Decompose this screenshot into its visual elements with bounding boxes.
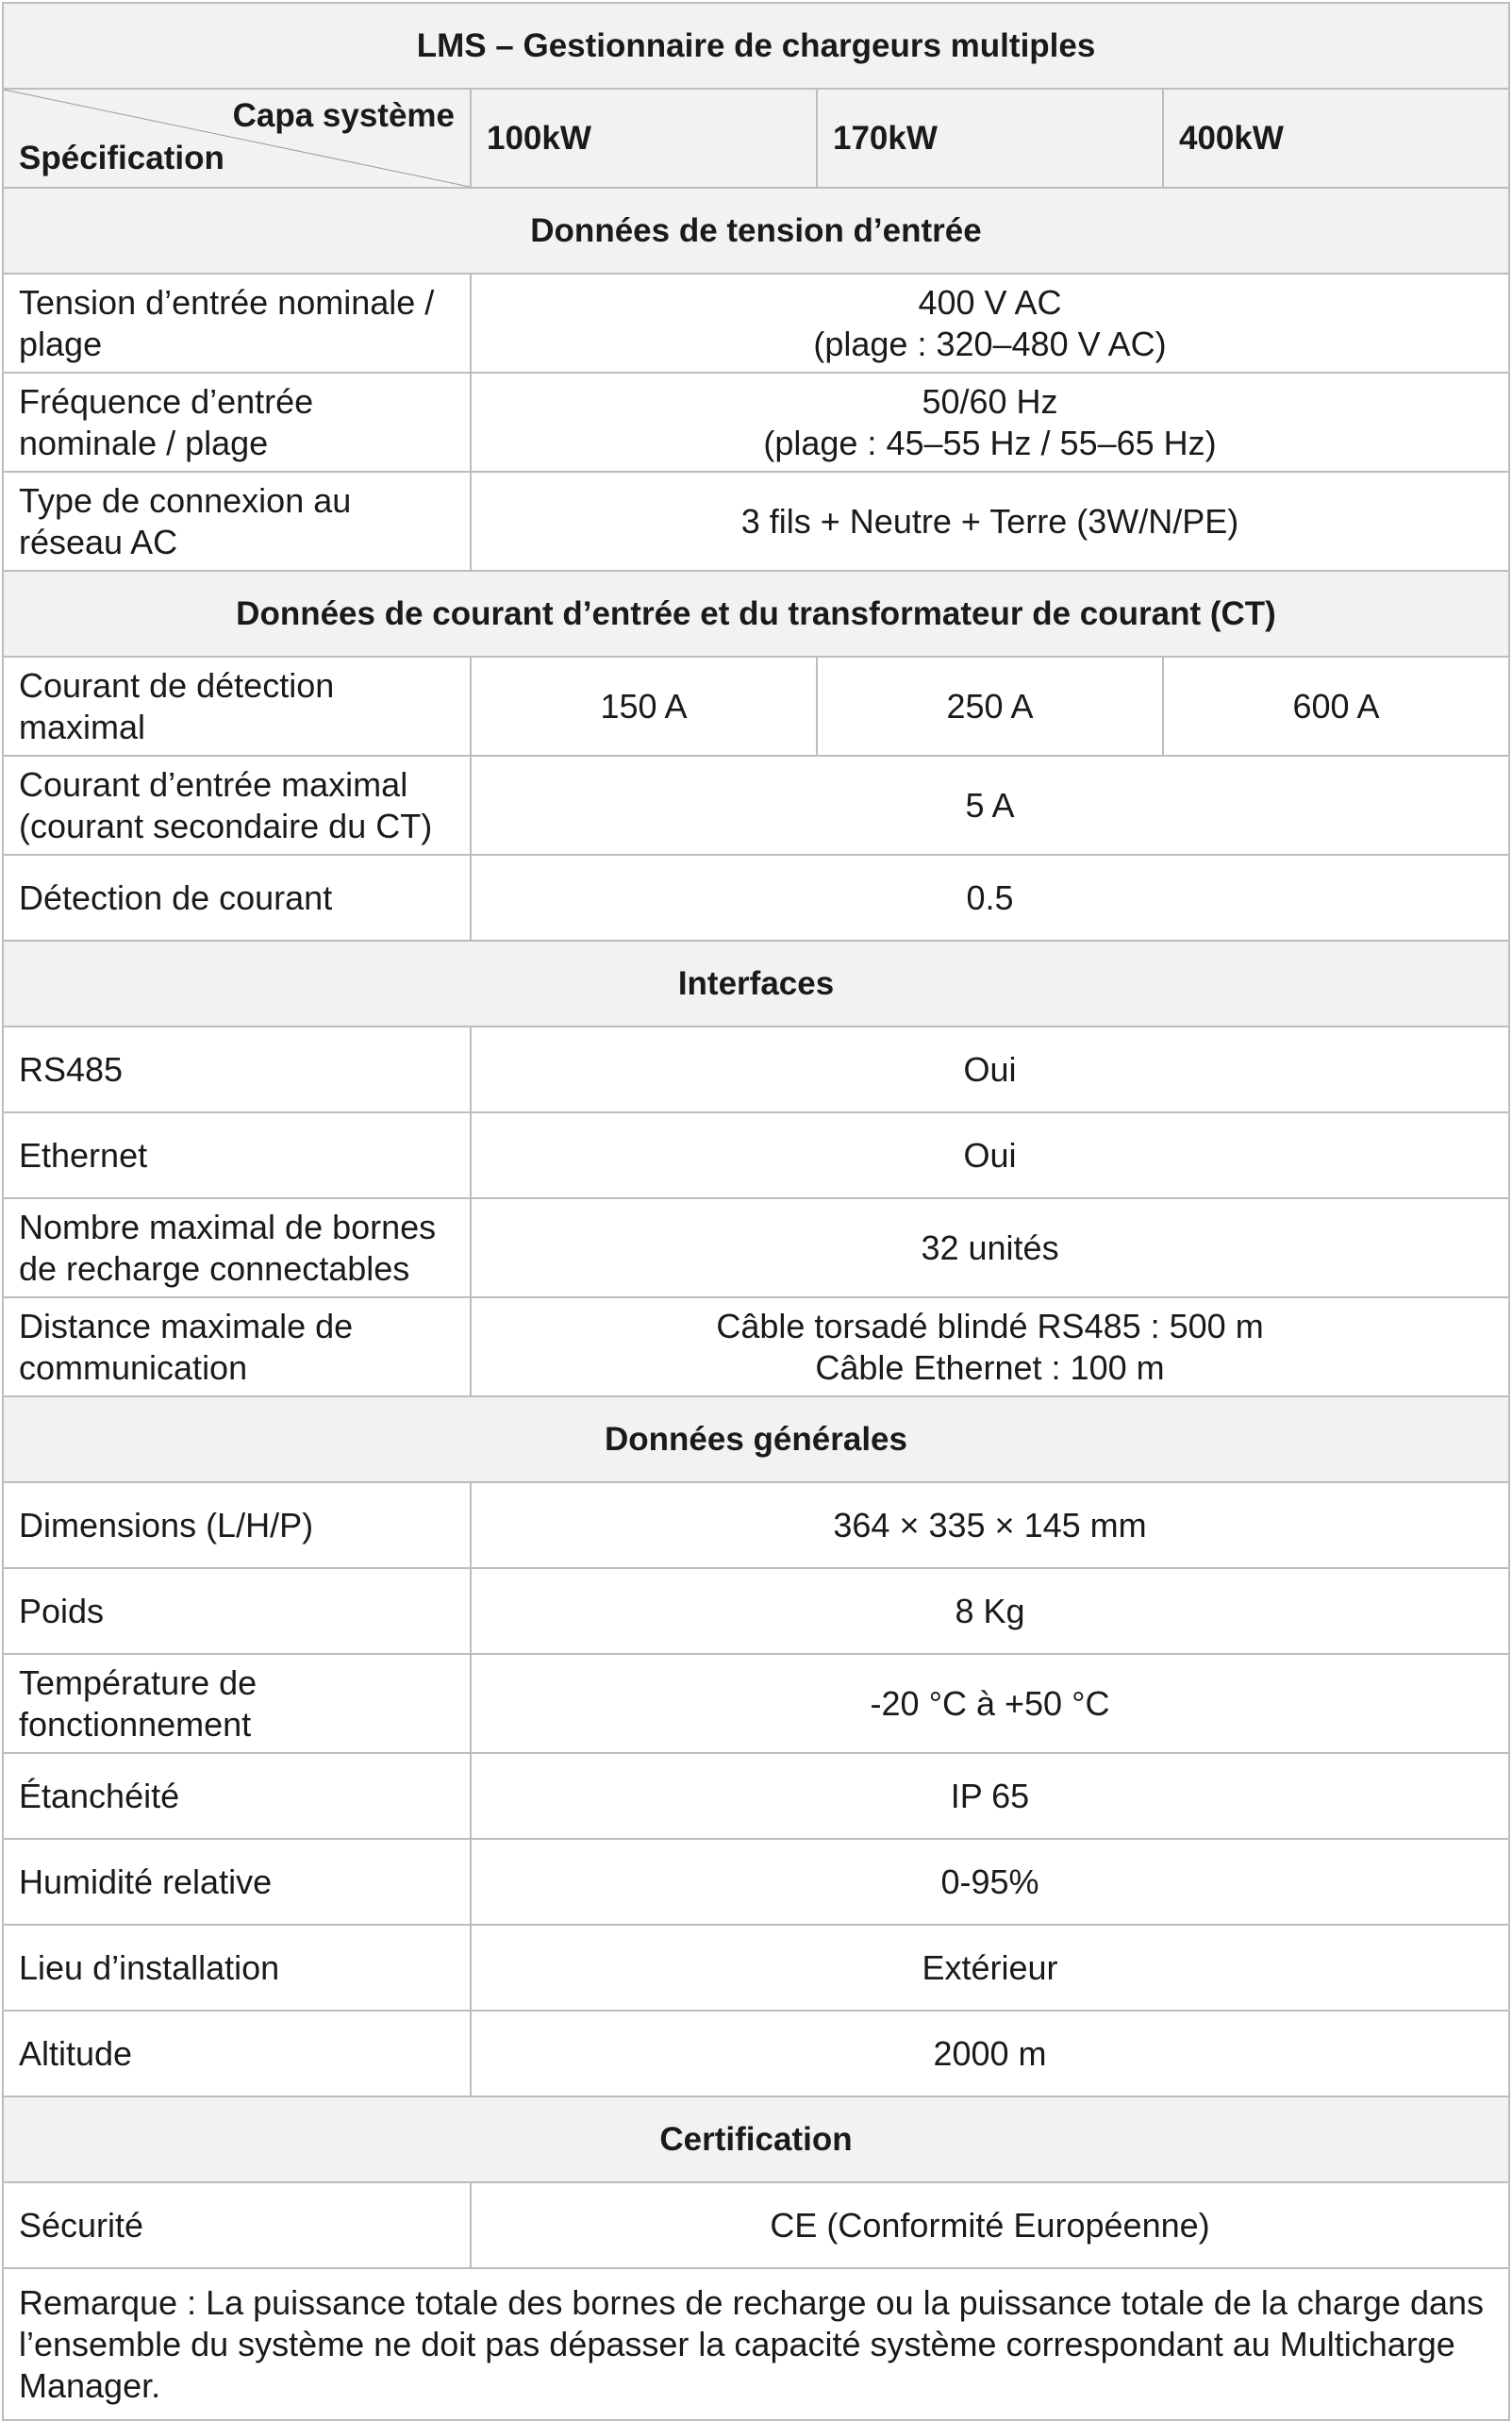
table-row: [3, 2182, 1509, 2268]
table-row: [3, 1198, 1509, 1297]
row-label: Distance maximale de communication: [3, 1297, 471, 1396]
row-value-170kw: 250 A: [817, 657, 1163, 756]
table-title: LMS – Gestionnaire de chargeurs multiples: [3, 3, 1509, 89]
row-label: Courant de détection maximal: [3, 657, 471, 756]
table-row: [3, 1297, 1509, 1396]
row-label: Courant d’entrée maximal (courant secondaire du CT): [3, 756, 471, 855]
table-row: [3, 2011, 1509, 2096]
header-diagonal-cell: [3, 89, 471, 188]
value-line-2: (plage : 320–480 V AC): [813, 324, 1167, 363]
row-label: Dimensions (L/H/P): [3, 1482, 471, 1568]
capacity-label: Capa système: [232, 97, 455, 134]
row-value: -20 °C à +50 °C: [471, 1654, 1509, 1753]
row-value: Oui: [471, 1112, 1509, 1198]
row-label: RS485: [3, 1027, 471, 1112]
row-label: Tension d’entrée nominale / plage: [3, 274, 471, 373]
row-label: Nombre maximal de bornes de recharge connectables: [3, 1198, 471, 1297]
row-value: Oui: [471, 1027, 1509, 1112]
row-value: IP 65: [471, 1753, 1509, 1839]
row-label: Altitude: [3, 2011, 471, 2096]
spec-table: [2, 2, 1510, 2421]
value-line-1: 50/60 Hz: [922, 381, 1058, 421]
table-row: [3, 855, 1509, 941]
table-row: [3, 1112, 1509, 1198]
table-row: [3, 274, 1509, 373]
row-label: Type de connexion au réseau AC: [3, 472, 471, 571]
row-value: 2000 m: [471, 2011, 1509, 2096]
row-value: 8 Kg: [471, 1568, 1509, 1654]
row-label: Étanchéité: [3, 1753, 471, 1839]
row-label: Détection de courant: [3, 855, 471, 941]
table-row: [3, 472, 1509, 571]
table-row: [3, 1027, 1509, 1112]
value-line-2: Câble Ethernet : 100 m: [815, 1347, 1165, 1387]
row-label: Humidité relative: [3, 1839, 471, 1925]
column-header-100kw: 100kW: [471, 89, 817, 188]
value-line-2: (plage : 45–55 Hz / 55–65 Hz): [763, 423, 1217, 462]
section-title-input-voltage: Données de tension d’entrée: [3, 188, 1509, 274]
row-value: 364 × 335 × 145 mm: [471, 1482, 1509, 1568]
note-text: Remarque : La puissance totale des bornes de recharge ou la puissance totale de la charge dans l’ensemble du système ne doit pas dépasser la capacité système correspondant au Multicharge Manager.: [3, 2268, 1509, 2420]
row-value: [471, 373, 1509, 472]
row-label: Fréquence d’entrée nominale / plage: [3, 373, 471, 472]
row-value: Extérieur: [471, 1925, 1509, 2011]
section-title-interfaces: Interfaces: [3, 941, 1509, 1027]
row-value: 32 unités: [471, 1198, 1509, 1297]
row-label: Ethernet: [3, 1112, 471, 1198]
row-value: 3 fils + Neutre + Terre (3W/N/PE): [471, 472, 1509, 571]
table-row: [3, 756, 1509, 855]
row-value-100kw: 150 A: [471, 657, 817, 756]
column-header-400kw: 400kW: [1163, 89, 1509, 188]
value-line-1: 400 V AC: [918, 282, 1062, 322]
row-value: [471, 1297, 1509, 1396]
row-value: 5 A: [471, 756, 1509, 855]
table-row: [3, 1482, 1509, 1568]
row-value-400kw: 600 A: [1163, 657, 1509, 756]
row-value: CE (Conformité Européenne): [471, 2182, 1509, 2268]
row-value: [471, 274, 1509, 373]
column-header-170kw: 170kW: [817, 89, 1163, 188]
section-title-general: Données générales: [3, 1396, 1509, 1482]
specification-label: Spécification: [19, 140, 224, 176]
table-row: [3, 373, 1509, 472]
row-label: Température de fonctionnement: [3, 1654, 471, 1753]
table-row: [3, 1839, 1509, 1925]
row-value: 0-95%: [471, 1839, 1509, 1925]
table-row: [3, 1654, 1509, 1753]
row-label: Sécurité: [3, 2182, 471, 2268]
value-line-1: Câble torsadé blindé RS485 : 500 m: [716, 1306, 1264, 1345]
table-row: [3, 657, 1509, 756]
row-label: Poids: [3, 1568, 471, 1654]
table-row: [3, 1568, 1509, 1654]
section-title-certification: Certification: [3, 2096, 1509, 2182]
table-row: [3, 1925, 1509, 2011]
section-title-input-current: Données de courant d’entrée et du transformateur de courant (CT): [3, 571, 1509, 657]
row-value: 0.5: [471, 855, 1509, 941]
table-row: [3, 1753, 1509, 1839]
row-label: Lieu d’installation: [3, 1925, 471, 2011]
